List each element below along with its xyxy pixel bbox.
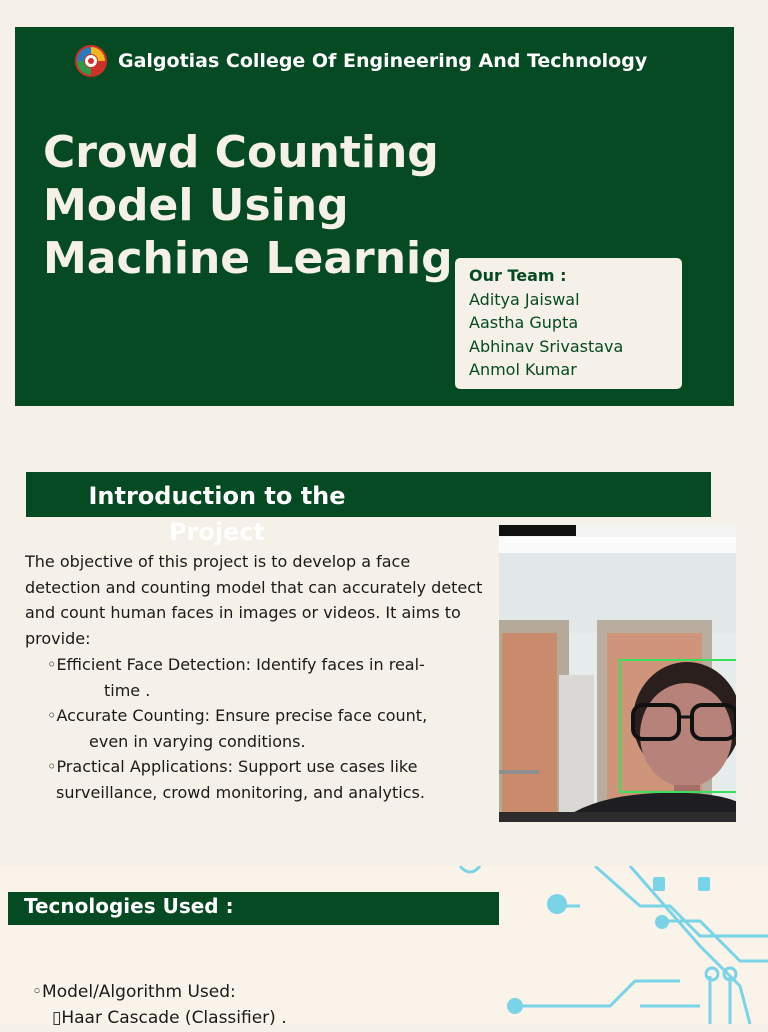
bullet-ring-icon: ◦ [47, 757, 57, 776]
title-line: Crowd Counting [43, 127, 439, 178]
college-heading [74, 44, 647, 78]
tech-item-text: Model/Algorithm Used: [42, 982, 236, 1002]
title-line: Machine Learnig [43, 233, 453, 284]
bullet-text: Efficient Face Detection: Identify faces in real- [56, 655, 425, 674]
team-heading: Our Team : [469, 266, 567, 285]
intro-paragraph: The objective of this project is to develop a face detection and counting model that can accurately detect and count human faces in images or videos. It aims to provide: [25, 552, 483, 648]
bullet-text: Accurate Counting: Ensure precise face count, [56, 706, 428, 725]
missing-glyph-icon: ▯ [52, 1008, 62, 1028]
college-name: Galgotias College Of Engineering And Technology [118, 50, 648, 72]
webcam-face-image [499, 525, 736, 822]
bullet-continuation: time . [104, 681, 151, 700]
team-card [455, 258, 682, 389]
bullet-text: Practical Applications: Support use cases like [56, 757, 418, 776]
college-logo-icon [74, 44, 108, 78]
page-title [43, 126, 453, 285]
tech-subitem-text: Haar Cascade (Classifier) . [61, 1008, 287, 1028]
circuit-decoration-icon [440, 866, 768, 1024]
team-member: Anmol Kumar [469, 360, 577, 379]
intro-title: Introduction to the Project [88, 482, 346, 546]
bullet-continuation: surveillance, crowd monitoring, and analytics. [56, 783, 425, 802]
bullet-ring-icon: ◦ [32, 982, 43, 1002]
tech-subitem [52, 1006, 287, 1032]
team-member: Aditya Jaiswal [469, 289, 580, 309]
tech-title: Tecnologies Used : [24, 894, 234, 918]
team-member: Aastha Gupta [469, 313, 579, 332]
title-line: Model Using [43, 180, 349, 231]
bullet-ring-icon: ◦ [47, 706, 57, 725]
bullet-ring-icon: ◦ [47, 655, 57, 674]
bullet-item [47, 703, 427, 729]
bullet-continuation: even in varying conditions. [89, 732, 306, 751]
bullet-item [47, 754, 417, 780]
tech-item [32, 980, 236, 1006]
team-member: Abhinav Srivastava [469, 336, 624, 356]
bullet-item [47, 652, 425, 678]
